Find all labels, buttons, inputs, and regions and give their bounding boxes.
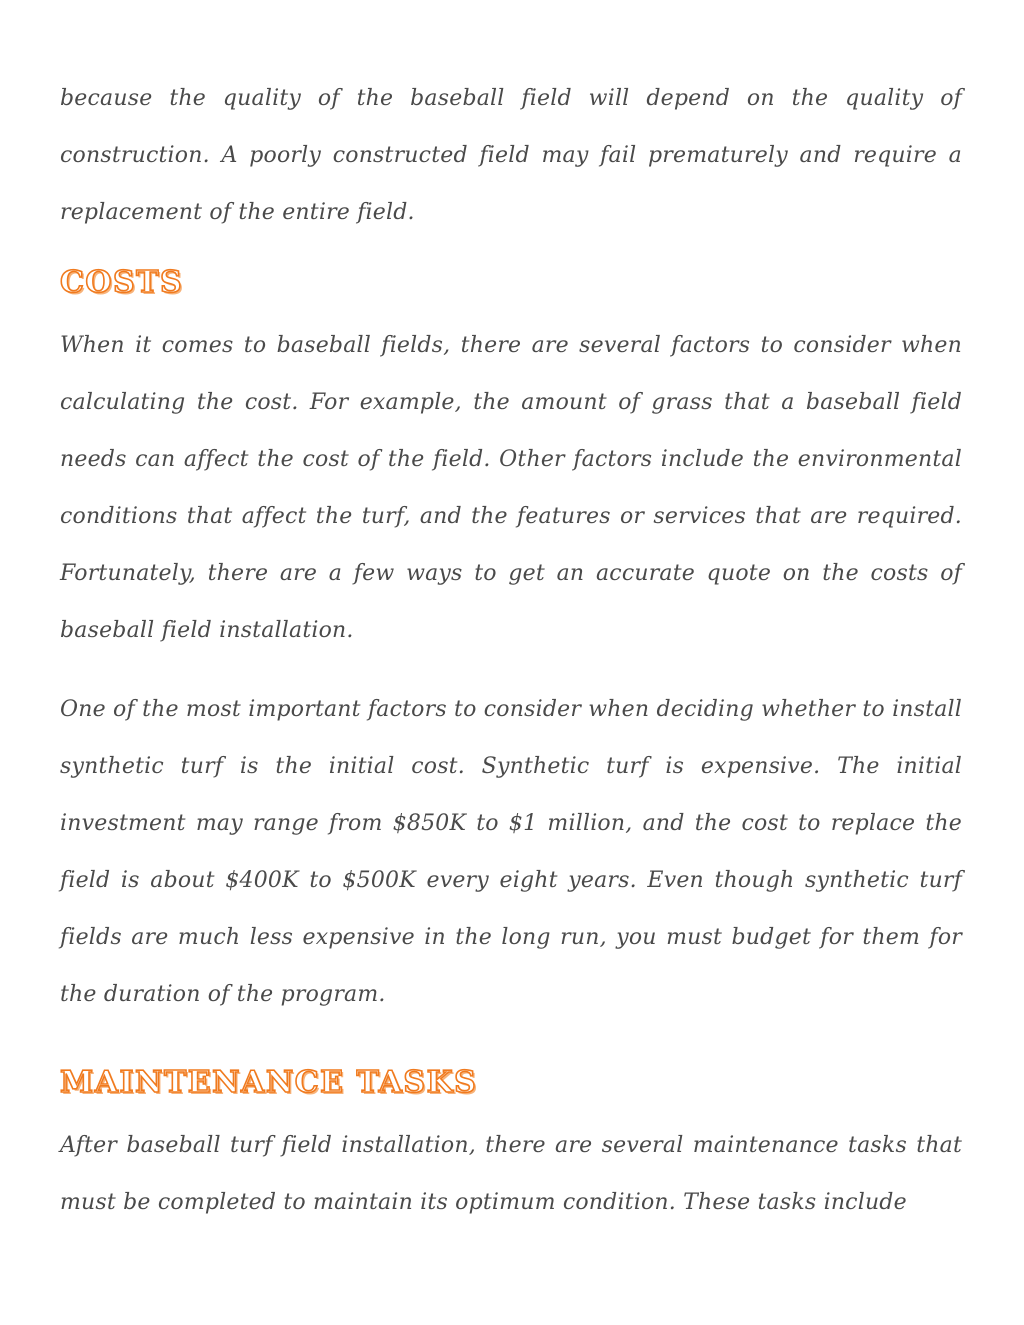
costs-paragraph-2: One of the most important factors to consider when deciding whether to install synthetic turf is the initial cost. Synthetic turf is expensive. The initial investment may range from $850K to $1 million, and the cost to replace the field is about $400K to $500K every eight years. Even though synthetic turf fields are much less expensive in the long run, you must budget for them for the duration of the program. xyxy=(60,697,962,1007)
maintenance-heading: MAINTENANCE TASKS xyxy=(60,1065,478,1100)
intro-paragraph: because the quality of the baseball field will depend on the quality of construction. A poorly constructed field may fail prematurely and require a replacement of the entire field. xyxy=(60,86,962,225)
document-page xyxy=(60,70,962,1231)
costs-paragraph-1: When it comes to baseball fields, there are several factors to consider when calculating the cost. For example, the amount of grass that a baseball field needs can affect the cost of the field. Other factors include the environmental conditions that affect the turf, and the features or services that are required. Fortunately, there are a few ways to get an accurate quote on the costs of baseball field installation. xyxy=(60,333,962,643)
costs-heading: COSTS xyxy=(60,265,184,300)
maintenance-paragraph-1: After baseball turf field installation, there are several maintenance tasks that must be completed to maintain its optimum condition. These tasks include xyxy=(60,1133,962,1215)
